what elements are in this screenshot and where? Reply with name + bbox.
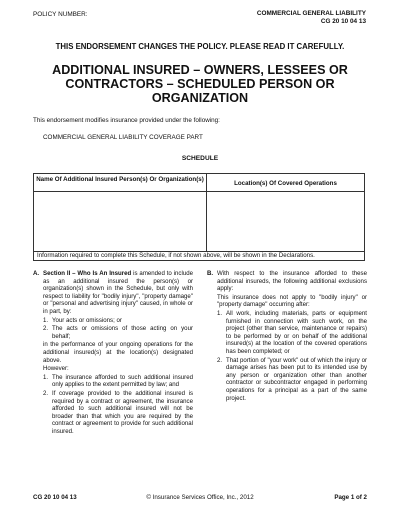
page-title: ADDITIONAL INSURED – OWNERS, LESSEES OR CONTRACTORS – SCHEDULED PERSON OR ORGANIZATION — [52, 63, 348, 105]
schedule-title: SCHEDULE — [181, 155, 219, 162]
section-b-lead-in: This insurance does not apply to "bodily injury" or "property damage" occurring after: — [217, 293, 367, 309]
schedule-table — [33, 173, 365, 261]
section-b-column — [207, 270, 367, 403]
policy-number-label: POLICY NUMBER: — [33, 11, 88, 18]
schedule-column-divider — [206, 174, 207, 251]
section-a-item-2 — [43, 325, 193, 340]
schedule-header-divider — [34, 191, 364, 192]
section-a-however-2-text: If coverage provided to the additional insured is required by a contract or agreement, the insurance afforded to such additional insured will not be broader than that which you are required by the contract or agreement to provide for such additional insured. — [52, 389, 193, 435]
section-b-text: With respect to the insurance afforded to these additional insureds, the following additional exclusions apply: — [217, 270, 367, 293]
intro-text: This endorsement modifies insurance provided under the following: — [33, 117, 220, 124]
footer-page-number: Page 1 of 2 — [334, 494, 367, 501]
section-a-item-1-label: 1. — [43, 316, 49, 324]
schedule-col1-header: Name Of Additional Insured Person(s) Or Organization(s) — [36, 176, 204, 183]
section-b-item-1 — [217, 310, 367, 356]
section-a-however-2 — [43, 390, 193, 436]
section-a-however-1-label: 1. — [43, 373, 49, 381]
section-a-after: in the performance of your ongoing operations for the additional insured(s) at the location(s) designated above. — [43, 341, 193, 364]
section-a-item-1 — [43, 317, 193, 325]
section-b-item-1-text: All work, including materials, parts or equipment furnished in connection with such work, on the project (other than service, maintenance or repairs) to be performed by or on behalf of the additional insured(s) at the location of the covered operations has been completed; or — [226, 309, 367, 355]
section-a-however-1-text: The insurance afforded to such additional insured only applies to the extent permitted by law; and — [52, 373, 193, 389]
section-b — [207, 270, 367, 402]
footer-copyright: © Insurance Services Office, Inc., 2012 — [146, 494, 254, 501]
schedule-col2-header: Location(s) Of Covered Operations — [234, 180, 337, 187]
section-a-item-2-label: 2. — [43, 325, 49, 333]
section-b-item-2-label: 2. — [217, 356, 223, 364]
form-number: CG 20 10 04 13 — [320, 18, 366, 25]
form-header — [257, 10, 366, 26]
line-of-business: COMMERCIAL GENERAL LIABILITY — [256, 10, 366, 17]
section-a-however-1 — [43, 374, 193, 389]
section-a-however: However: — [43, 365, 69, 373]
section-a — [33, 270, 193, 435]
schedule-footer-note: Information required to complete this Schedule, if not shown above, will be shown in the Declarations. — [37, 252, 315, 259]
section-b-label: B. — [207, 270, 214, 277]
section-a-text: is amended to include as an additional insured the person(s) or organization(s) shown in the Schedule, but only with respect to liability for "bodily injury", "property damage" or "personal and advertising injury" caused, in whole or in part, by: — [43, 270, 193, 315]
section-a-however-2-label: 2. — [43, 389, 49, 397]
section-a-lead: Section II – Who Is An Insured — [43, 270, 132, 277]
section-a-column — [33, 270, 193, 436]
footer-form-number: CG 20 10 04 13 — [33, 494, 77, 501]
section-a-label: A. — [33, 270, 40, 277]
section-b-item-2-text: That portion of "your work" out of which the injury or damage arises has been put to its intended use by any person or organization other than another contractor or subcontractor engaged in performing operations for a principal as a part of the same project. — [226, 356, 367, 402]
section-b-item-2 — [217, 357, 367, 403]
coverage-part: COMMERCIAL GENERAL LIABILITY COVERAGE PART — [43, 134, 203, 141]
section-a-item-1-text: Your acts or omissions; or — [52, 316, 122, 324]
section-a-item-2-text: The acts or omissions of those acting on your behalf; — [52, 325, 193, 340]
section-b-item-1-label: 1. — [217, 309, 223, 317]
read-carefully-notice: THIS ENDORSEMENT CHANGES THE POLICY. PLEASE READ IT CAREFULLY. — [55, 42, 345, 51]
